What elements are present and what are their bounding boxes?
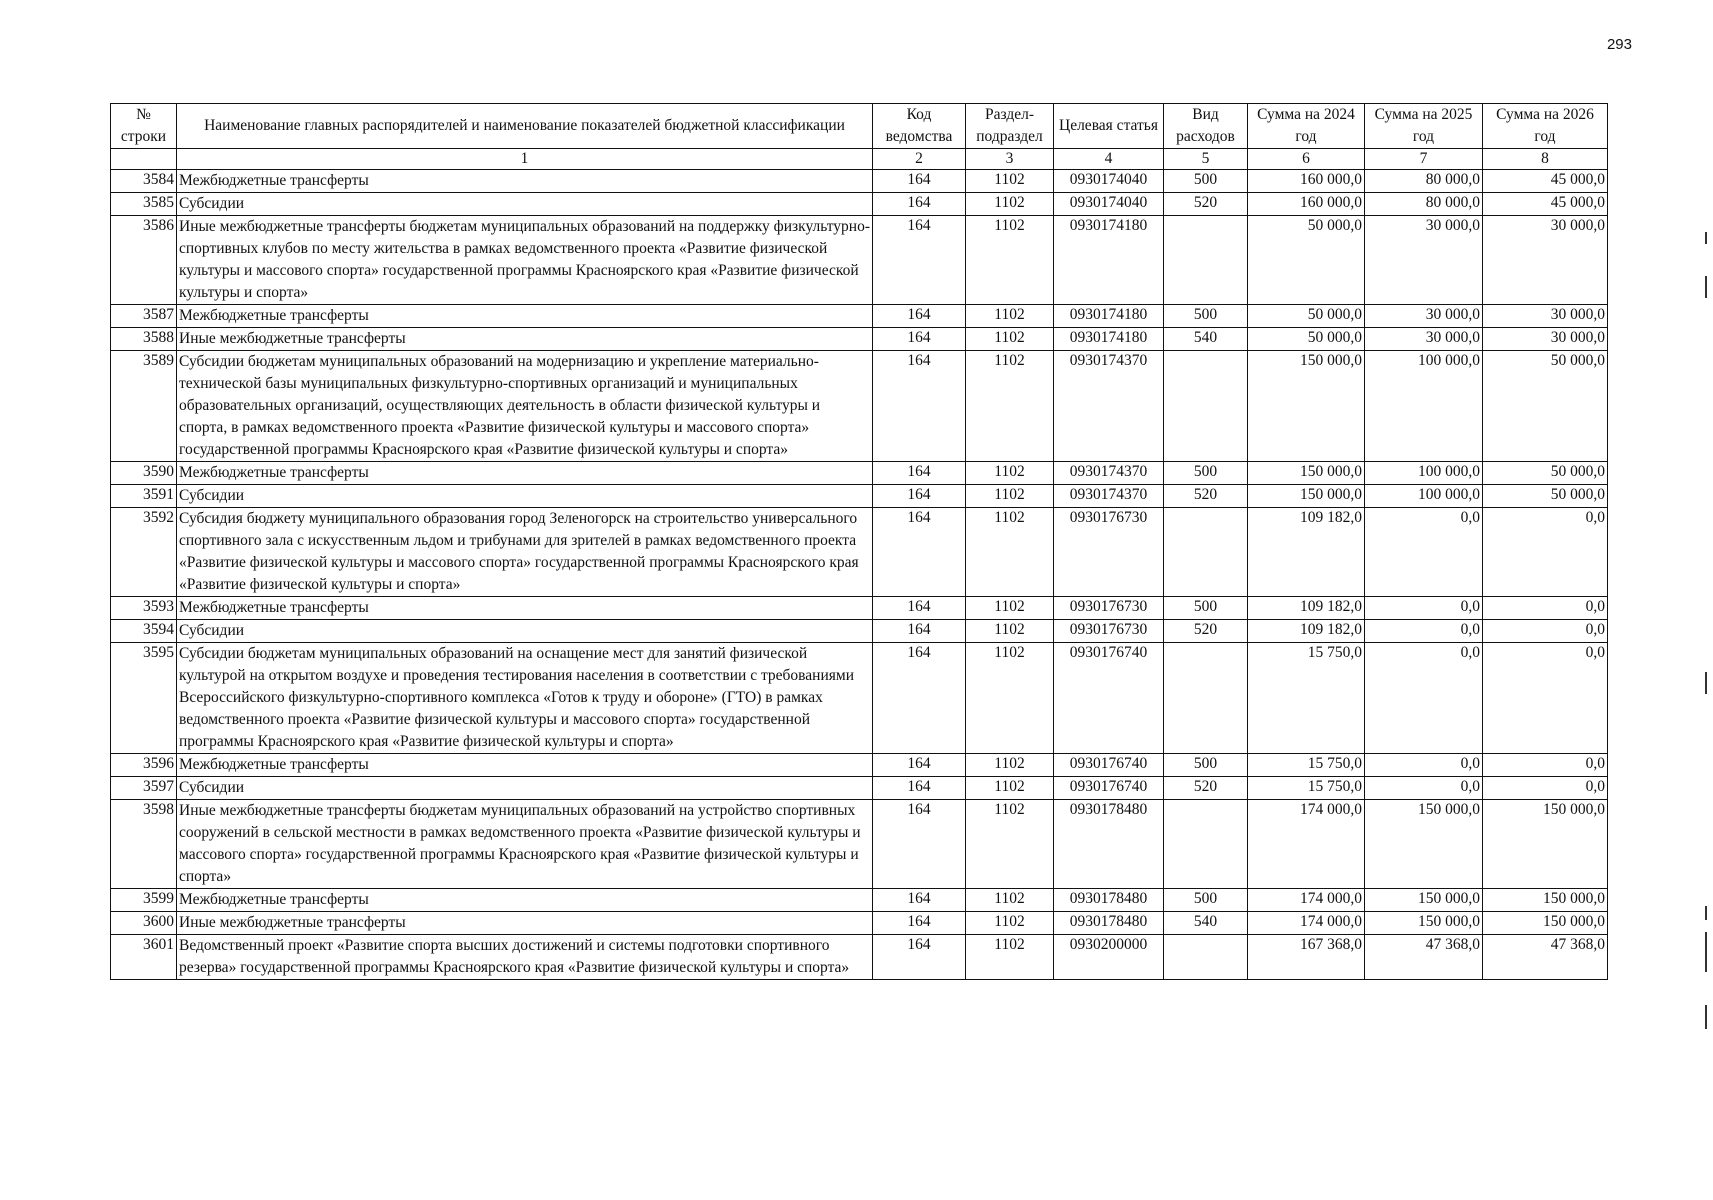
- table-row: [111, 754, 1608, 777]
- row-sum-2026: 50 000,0: [1483, 485, 1608, 508]
- row-name: Иные межбюджетные трансферты бюджетам муниципальных образований на устройство спортивных сооружений в сельской местности в рамках ведомственного проекта «Развитие физической культуры и массового спорта» государственной программы Красноярского края «Развитие физической культуры и спорта»: [177, 800, 873, 889]
- row-sum-2026: 45 000,0: [1483, 193, 1608, 216]
- row-target-article: 0930178480: [1054, 889, 1164, 912]
- header-sum-2026: Сумма на 2026 год: [1483, 104, 1608, 149]
- row-number: 3593: [111, 597, 177, 620]
- row-department-code: 164: [873, 193, 966, 216]
- row-department-code: 164: [873, 754, 966, 777]
- table-row: [111, 597, 1608, 620]
- row-number: 3586: [111, 216, 177, 305]
- header-name: Наименование главных распорядителей и наименование показателей бюджетной классификации: [177, 104, 873, 149]
- row-number: 3585: [111, 193, 177, 216]
- table-header-row: [111, 104, 1608, 149]
- row-sum-2025: 150 000,0: [1365, 800, 1483, 889]
- row-department-code: 164: [873, 597, 966, 620]
- row-sum-2026: 150 000,0: [1483, 912, 1608, 935]
- row-sum-2026: 150 000,0: [1483, 800, 1608, 889]
- row-department-code: 164: [873, 328, 966, 351]
- row-number: 3584: [111, 170, 177, 193]
- row-expense-kind: [1164, 216, 1248, 305]
- column-number: 3: [966, 149, 1054, 170]
- row-target-article: 0930200000: [1054, 935, 1164, 980]
- row-number: 3598: [111, 800, 177, 889]
- row-target-article: 0930174040: [1054, 170, 1164, 193]
- row-sum-2025: 0,0: [1365, 643, 1483, 754]
- table-row: [111, 889, 1608, 912]
- row-sum-2025: 30 000,0: [1365, 305, 1483, 328]
- header-sum-2025: Сумма на 2025 год: [1365, 104, 1483, 149]
- row-name: Субсидии: [177, 777, 873, 800]
- row-section: 1102: [966, 462, 1054, 485]
- row-expense-kind: 500: [1164, 889, 1248, 912]
- row-section: 1102: [966, 777, 1054, 800]
- row-number: 3596: [111, 754, 177, 777]
- row-target-article: 0930176740: [1054, 643, 1164, 754]
- row-number: 3594: [111, 620, 177, 643]
- row-section: 1102: [966, 508, 1054, 597]
- row-sum-2025: 0,0: [1365, 620, 1483, 643]
- row-section: 1102: [966, 935, 1054, 980]
- row-target-article: 0930174040: [1054, 193, 1164, 216]
- table-row: [111, 485, 1608, 508]
- row-section: 1102: [966, 193, 1054, 216]
- row-sum-2025: 80 000,0: [1365, 170, 1483, 193]
- row-sum-2026: 45 000,0: [1483, 170, 1608, 193]
- row-expense-kind: 520: [1164, 193, 1248, 216]
- row-name: Субсидии: [177, 620, 873, 643]
- header-row-number: № строки: [111, 104, 177, 149]
- row-expense-kind: 500: [1164, 305, 1248, 328]
- row-number: 3599: [111, 889, 177, 912]
- row-section: 1102: [966, 754, 1054, 777]
- row-sum-2025: 80 000,0: [1365, 193, 1483, 216]
- row-sum-2025: 0,0: [1365, 777, 1483, 800]
- row-sum-2024: 109 182,0: [1248, 508, 1365, 597]
- table-row: [111, 800, 1608, 889]
- row-sum-2026: 50 000,0: [1483, 351, 1608, 462]
- row-target-article: 0930176740: [1054, 754, 1164, 777]
- row-number: 3600: [111, 912, 177, 935]
- row-sum-2026: 0,0: [1483, 777, 1608, 800]
- row-target-article: 0930174180: [1054, 328, 1164, 351]
- row-expense-kind: 500: [1164, 754, 1248, 777]
- row-number: 3588: [111, 328, 177, 351]
- table-row: [111, 508, 1608, 597]
- table-row: [111, 912, 1608, 935]
- row-expense-kind: 500: [1164, 462, 1248, 485]
- row-sum-2024: 167 368,0: [1248, 935, 1365, 980]
- row-sum-2025: 0,0: [1365, 508, 1483, 597]
- row-sum-2024: 109 182,0: [1248, 597, 1365, 620]
- row-target-article: 0930174180: [1054, 305, 1164, 328]
- table-row: [111, 462, 1608, 485]
- row-name: Иные межбюджетные трансферты бюджетам муниципальных образований на поддержку физкультурно-спортивных клубов по месту жительства в рамках ведомственного проекта «Развитие физической культуры и массового спорта» государственной программы Красноярского края «Развитие физической культуры и спорта»: [177, 216, 873, 305]
- row-number: 3591: [111, 485, 177, 508]
- row-sum-2024: 50 000,0: [1248, 328, 1365, 351]
- row-sum-2025: 0,0: [1365, 754, 1483, 777]
- row-name: Межбюджетные трансферты: [177, 597, 873, 620]
- row-sum-2025: 100 000,0: [1365, 351, 1483, 462]
- row-target-article: 0930176730: [1054, 620, 1164, 643]
- row-section: 1102: [966, 643, 1054, 754]
- row-department-code: 164: [873, 216, 966, 305]
- row-target-article: 0930178480: [1054, 912, 1164, 935]
- row-expense-kind: 540: [1164, 912, 1248, 935]
- row-number: 3597: [111, 777, 177, 800]
- row-sum-2026: 0,0: [1483, 754, 1608, 777]
- row-number: 3589: [111, 351, 177, 462]
- column-number: 1: [177, 149, 873, 170]
- row-sum-2026: 0,0: [1483, 643, 1608, 754]
- row-expense-kind: [1164, 643, 1248, 754]
- row-department-code: 164: [873, 935, 966, 980]
- row-sum-2026: 50 000,0: [1483, 462, 1608, 485]
- table-row: [111, 777, 1608, 800]
- row-name: Субсидии бюджетам муниципальных образований на оснащение мест для занятий физической культурой на открытом воздухе и проведения тестирования населения в соответствии с требованиями Всероссийского физкультурно-спортивного комплекса «Готов к труду и обороне» (ГТО) в рамках ведомственного проекта «Развитие физической культуры и массового спорта» государственной программы Красноярского края «Развитие физической культуры и спорта»: [177, 643, 873, 754]
- row-sum-2026: 0,0: [1483, 597, 1608, 620]
- row-department-code: 164: [873, 508, 966, 597]
- row-section: 1102: [966, 328, 1054, 351]
- header-department-code: Код ведомства: [873, 104, 966, 149]
- row-name: Субсидии: [177, 193, 873, 216]
- row-sum-2024: 109 182,0: [1248, 620, 1365, 643]
- row-expense-kind: 540: [1164, 328, 1248, 351]
- row-sum-2025: 0,0: [1365, 597, 1483, 620]
- row-department-code: 164: [873, 305, 966, 328]
- row-name: Субсидия бюджету муниципального образования город Зеленогорск на строительство универсального спортивного зала с искусственным льдом и трибунами для зрителей в рамках ведомственного проекта «Развитие физической культуры и массового спорта» государственной программы Красноярского края «Развитие физической культуры и спорта»: [177, 508, 873, 597]
- row-sum-2025: 100 000,0: [1365, 462, 1483, 485]
- table-row: [111, 620, 1608, 643]
- row-sum-2026: 47 368,0: [1483, 935, 1608, 980]
- row-section: 1102: [966, 351, 1054, 462]
- budget-table: [110, 103, 1608, 980]
- row-sum-2026: 150 000,0: [1483, 889, 1608, 912]
- row-sum-2025: 30 000,0: [1365, 328, 1483, 351]
- header-section: Раздел-подраздел: [966, 104, 1054, 149]
- row-sum-2024: 50 000,0: [1248, 216, 1365, 305]
- column-number: 5: [1164, 149, 1248, 170]
- row-department-code: 164: [873, 351, 966, 462]
- header-sum-2024: Сумма на 2024 год: [1248, 104, 1365, 149]
- page-number: 293: [1606, 36, 1632, 53]
- row-expense-kind: 520: [1164, 777, 1248, 800]
- row-section: 1102: [966, 620, 1054, 643]
- row-sum-2024: 50 000,0: [1248, 305, 1365, 328]
- row-sum-2025: 30 000,0: [1365, 216, 1483, 305]
- row-number: 3592: [111, 508, 177, 597]
- row-name: Межбюджетные трансферты: [177, 462, 873, 485]
- row-name: Межбюджетные трансферты: [177, 170, 873, 193]
- row-target-article: 0930176730: [1054, 508, 1164, 597]
- column-number: 6: [1248, 149, 1365, 170]
- row-department-code: 164: [873, 889, 966, 912]
- row-target-article: 0930174180: [1054, 216, 1164, 305]
- table-row: [111, 305, 1608, 328]
- row-section: 1102: [966, 800, 1054, 889]
- row-name: Ведомственный проект «Развитие спорта высших достижений и системы подготовки спортивного резерва» государственной программы Красноярского края «Развитие физической культуры и спорта»: [177, 935, 873, 980]
- row-section: 1102: [966, 597, 1054, 620]
- row-expense-kind: [1164, 508, 1248, 597]
- row-sum-2024: 15 750,0: [1248, 643, 1365, 754]
- row-name: Межбюджетные трансферты: [177, 889, 873, 912]
- row-expense-kind: [1164, 800, 1248, 889]
- row-sum-2024: 160 000,0: [1248, 193, 1365, 216]
- table-row: [111, 216, 1608, 305]
- row-number: 3601: [111, 935, 177, 980]
- row-number: 3590: [111, 462, 177, 485]
- row-sum-2025: 150 000,0: [1365, 912, 1483, 935]
- row-name: Субсидии бюджетам муниципальных образований на модернизацию и укрепление материально-технической базы муниципальных физкультурно-спортивных организаций и муниципальных образовательных организаций, осуществляющих деятельность в области физической культуры и спорта, в рамках ведомственного проекта «Развитие физической культуры и массового спорта» государственной программы Красноярского края «Развитие физической культуры и спорта»: [177, 351, 873, 462]
- row-sum-2024: 174 000,0: [1248, 912, 1365, 935]
- table-row: [111, 170, 1608, 193]
- header-expense-kind: Вид расходов: [1164, 104, 1248, 149]
- row-sum-2024: 150 000,0: [1248, 485, 1365, 508]
- row-sum-2024: 174 000,0: [1248, 889, 1365, 912]
- row-number: 3587: [111, 305, 177, 328]
- row-name: Иные межбюджетные трансферты: [177, 328, 873, 351]
- row-department-code: 164: [873, 170, 966, 193]
- row-department-code: 164: [873, 620, 966, 643]
- row-expense-kind: 500: [1164, 170, 1248, 193]
- row-department-code: 164: [873, 643, 966, 754]
- row-sum-2026: 30 000,0: [1483, 216, 1608, 305]
- table-row: [111, 351, 1608, 462]
- row-target-article: 0930176730: [1054, 597, 1164, 620]
- row-department-code: 164: [873, 462, 966, 485]
- row-target-article: 0930178480: [1054, 800, 1164, 889]
- row-expense-kind: [1164, 935, 1248, 980]
- column-number: 2: [873, 149, 966, 170]
- row-sum-2024: 174 000,0: [1248, 800, 1365, 889]
- row-target-article: 0930174370: [1054, 462, 1164, 485]
- row-department-code: 164: [873, 777, 966, 800]
- row-sum-2025: 150 000,0: [1365, 889, 1483, 912]
- row-section: 1102: [966, 912, 1054, 935]
- column-number-row: [111, 149, 1608, 170]
- row-sum-2026: 30 000,0: [1483, 305, 1608, 328]
- column-number: 7: [1365, 149, 1483, 170]
- row-section: 1102: [966, 170, 1054, 193]
- row-section: 1102: [966, 305, 1054, 328]
- row-sum-2025: 47 368,0: [1365, 935, 1483, 980]
- table-body: [111, 170, 1608, 980]
- row-department-code: 164: [873, 912, 966, 935]
- row-sum-2026: 0,0: [1483, 508, 1608, 597]
- column-number: [111, 149, 177, 170]
- row-section: 1102: [966, 216, 1054, 305]
- row-name: Межбюджетные трансферты: [177, 305, 873, 328]
- row-expense-kind: 500: [1164, 597, 1248, 620]
- row-expense-kind: 520: [1164, 620, 1248, 643]
- row-name: Субсидии: [177, 485, 873, 508]
- column-number: 8: [1483, 149, 1608, 170]
- table-row: [111, 643, 1608, 754]
- row-sum-2026: 30 000,0: [1483, 328, 1608, 351]
- row-sum-2024: 150 000,0: [1248, 351, 1365, 462]
- row-target-article: 0930174370: [1054, 485, 1164, 508]
- row-number: 3595: [111, 643, 177, 754]
- table-row: [111, 935, 1608, 980]
- row-sum-2024: 150 000,0: [1248, 462, 1365, 485]
- row-department-code: 164: [873, 485, 966, 508]
- table-row: [111, 193, 1608, 216]
- row-section: 1102: [966, 889, 1054, 912]
- row-target-article: 0930176740: [1054, 777, 1164, 800]
- row-name: Иные межбюджетные трансферты: [177, 912, 873, 935]
- header-target-article: Целевая статья: [1054, 104, 1164, 149]
- row-expense-kind: 520: [1164, 485, 1248, 508]
- row-sum-2024: 15 750,0: [1248, 777, 1365, 800]
- row-sum-2024: 160 000,0: [1248, 170, 1365, 193]
- row-sum-2025: 100 000,0: [1365, 485, 1483, 508]
- column-number: 4: [1054, 149, 1164, 170]
- row-section: 1102: [966, 485, 1054, 508]
- row-department-code: 164: [873, 800, 966, 889]
- row-expense-kind: [1164, 351, 1248, 462]
- row-name: Межбюджетные трансферты: [177, 754, 873, 777]
- table-row: [111, 328, 1608, 351]
- row-sum-2024: 15 750,0: [1248, 754, 1365, 777]
- row-target-article: 0930174370: [1054, 351, 1164, 462]
- row-sum-2026: 0,0: [1483, 620, 1608, 643]
